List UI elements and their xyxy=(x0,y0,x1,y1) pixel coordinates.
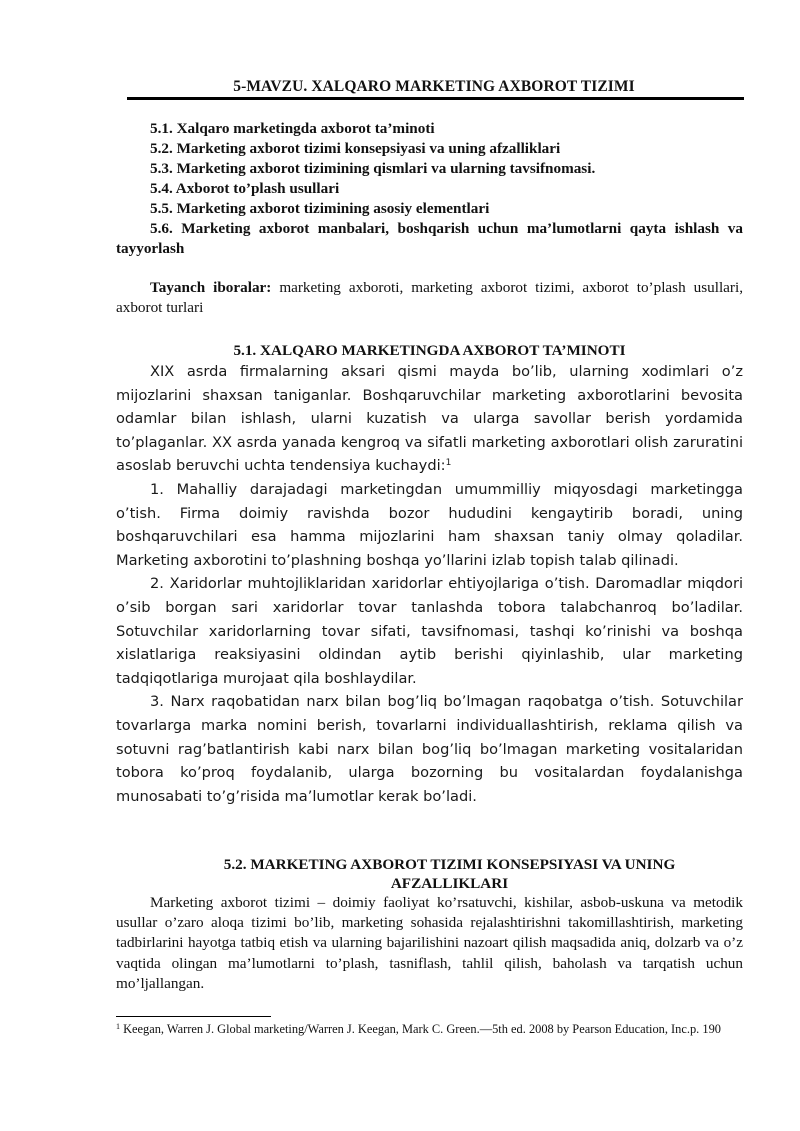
toc-item: 5.4. Axborot to’plash usullari xyxy=(150,180,340,197)
section-2-heading-line1: 5.2. MARKETING AXBOROT TIZIMI KONSEPSIYASI VA UNING xyxy=(223,856,676,873)
section-2-heading xyxy=(116,855,743,893)
section-1-heading: 5.1. XALQARO MARKETINGDA AXBOROT TA’MINOTI xyxy=(233,342,626,359)
footnote-reference[interactable]: 1 xyxy=(445,458,452,469)
toc-item: 5.5. Marketing axborot tizimining asosiy elementlari xyxy=(150,200,490,217)
section-1-body xyxy=(116,360,743,808)
toc-item: 5.3. Marketing axborot tizimining qismlari va ularning tavsifnomasi. xyxy=(150,160,596,177)
toc-item: 5.6. Marketing axborot manbalari, boshqarish uchun ma’lumotlarni qayta ishlash va tayyorlash xyxy=(116,220,743,257)
paragraph-text: XIX asrda firmalarning aksari qismi mayda bo’lib, ularning xodimlari o’z mijozlarini shaxsan taniganlar. Boshqaruvchilar marketing axborotlarini bevosita odamlar bilan ishlash, ularni kuzatish va ularga savollar berish yordamida to’plaganlar. XX asrda yanada kengroq va sifatli marketing axborotlari olish zaruratini asoslab beruvchi uchta tendensiya kuchaydi: xyxy=(116,363,743,475)
paragraph xyxy=(116,360,743,478)
chapter-title-rule xyxy=(127,97,744,100)
paragraph: 1. Mahalliy darajadagi marketingdan umummilliy miqyosdagi marketingga o’tish. Firma doimiy ravishda bozor hududini kengaytirib boradi, uning boshqaruvchilari esa hamma mijozlarini ham shaxsan taniy olmay qoladilar. Marketing axborotini to’plashning boshqa yo’llarini izlab topish talab qilinadi. xyxy=(116,480,743,569)
toc-item: 5.1. Xalqaro marketingda axborot ta’minoti xyxy=(150,120,435,137)
toc-item: 5.2. Marketing axborot tizimi konsepsiyasi va uning afzalliklari xyxy=(150,140,561,157)
footnote-text: Keegan, Warren J. Global marketing/Warren J. Keegan, Mark C. Green.—5th ed. 2008 by Pearson Education, Inc.p. 190 xyxy=(120,1022,721,1036)
chapter-title: 5-MAVZU. XALQARO MARKETING AXBOROT TIZIMI xyxy=(233,78,635,95)
footnote-mark: 1 xyxy=(116,1022,120,1031)
footnote xyxy=(116,1021,743,1039)
section-2-heading-line2: AFZALLIKLARI xyxy=(390,875,509,892)
key-terms xyxy=(116,278,743,318)
table-of-contents xyxy=(116,119,743,259)
key-terms-text: marketing axboroti, marketing axborot tizimi, axborot to’plash usullari, axborot turlari xyxy=(116,279,744,316)
footnote-separator xyxy=(116,1016,271,1017)
key-terms-label: Tayanch iboralar: xyxy=(150,279,272,296)
paragraph: 3. Narx raqobatidan narx bilan bog’liq bo’lmagan raqobatga o’tish. Sotuvchilar tovarlarga marka nomini berish, tovarlarni individuallashtirish, reklama qilish va sotuvni rag’batlantirish kabi narx bilan bog’liq bo’lmagan marketing vositalaridan tobora ko’proq foydalanib, ularga bozorning bu vositalardan foydalanishga munosabati to’g’risida ma’lumotlar kerak bo’ladi. xyxy=(116,693,743,805)
section-2-body xyxy=(116,893,743,994)
paragraph: 2. Xaridorlar muhtojliklaridan xaridorlar ehtiyojlariga o’tish. Daromadlar miqdori o’sib borgan sari xaridorlar tovar tanlashda tobora talabchanroq bo’ladilar. Sotuvchilar xaridorlarning tovar sifati, tavsifnomasi, tashqi ko’rinishi va boshqa xislatlariga reaksiyasini oldindan aytib berishi qiyinlashib, ular marketing tadqiqotlariga murojaat qila boshlaydilar. xyxy=(116,575,743,687)
paragraph: Marketing axborot tizimi – doimiy faoliyat ko’rsatuvchi, kishilar, asbob-uskuna va metodik usullar o’zaro aloqa tizimi bo’lib, marketing sohasida rejalashtirishni takomillashtirish, marketing tadbirlarini hayotga tatbiq etish va ularning bajarilishini nazoart qilish maqsadida aniq, dolzarb va o’z vaqtida olingan ma’lumotlarni to’plash, tasniflash, tahlil qilish, baholash va tarqatish uchun mo’ljallangan. xyxy=(116,894,743,992)
